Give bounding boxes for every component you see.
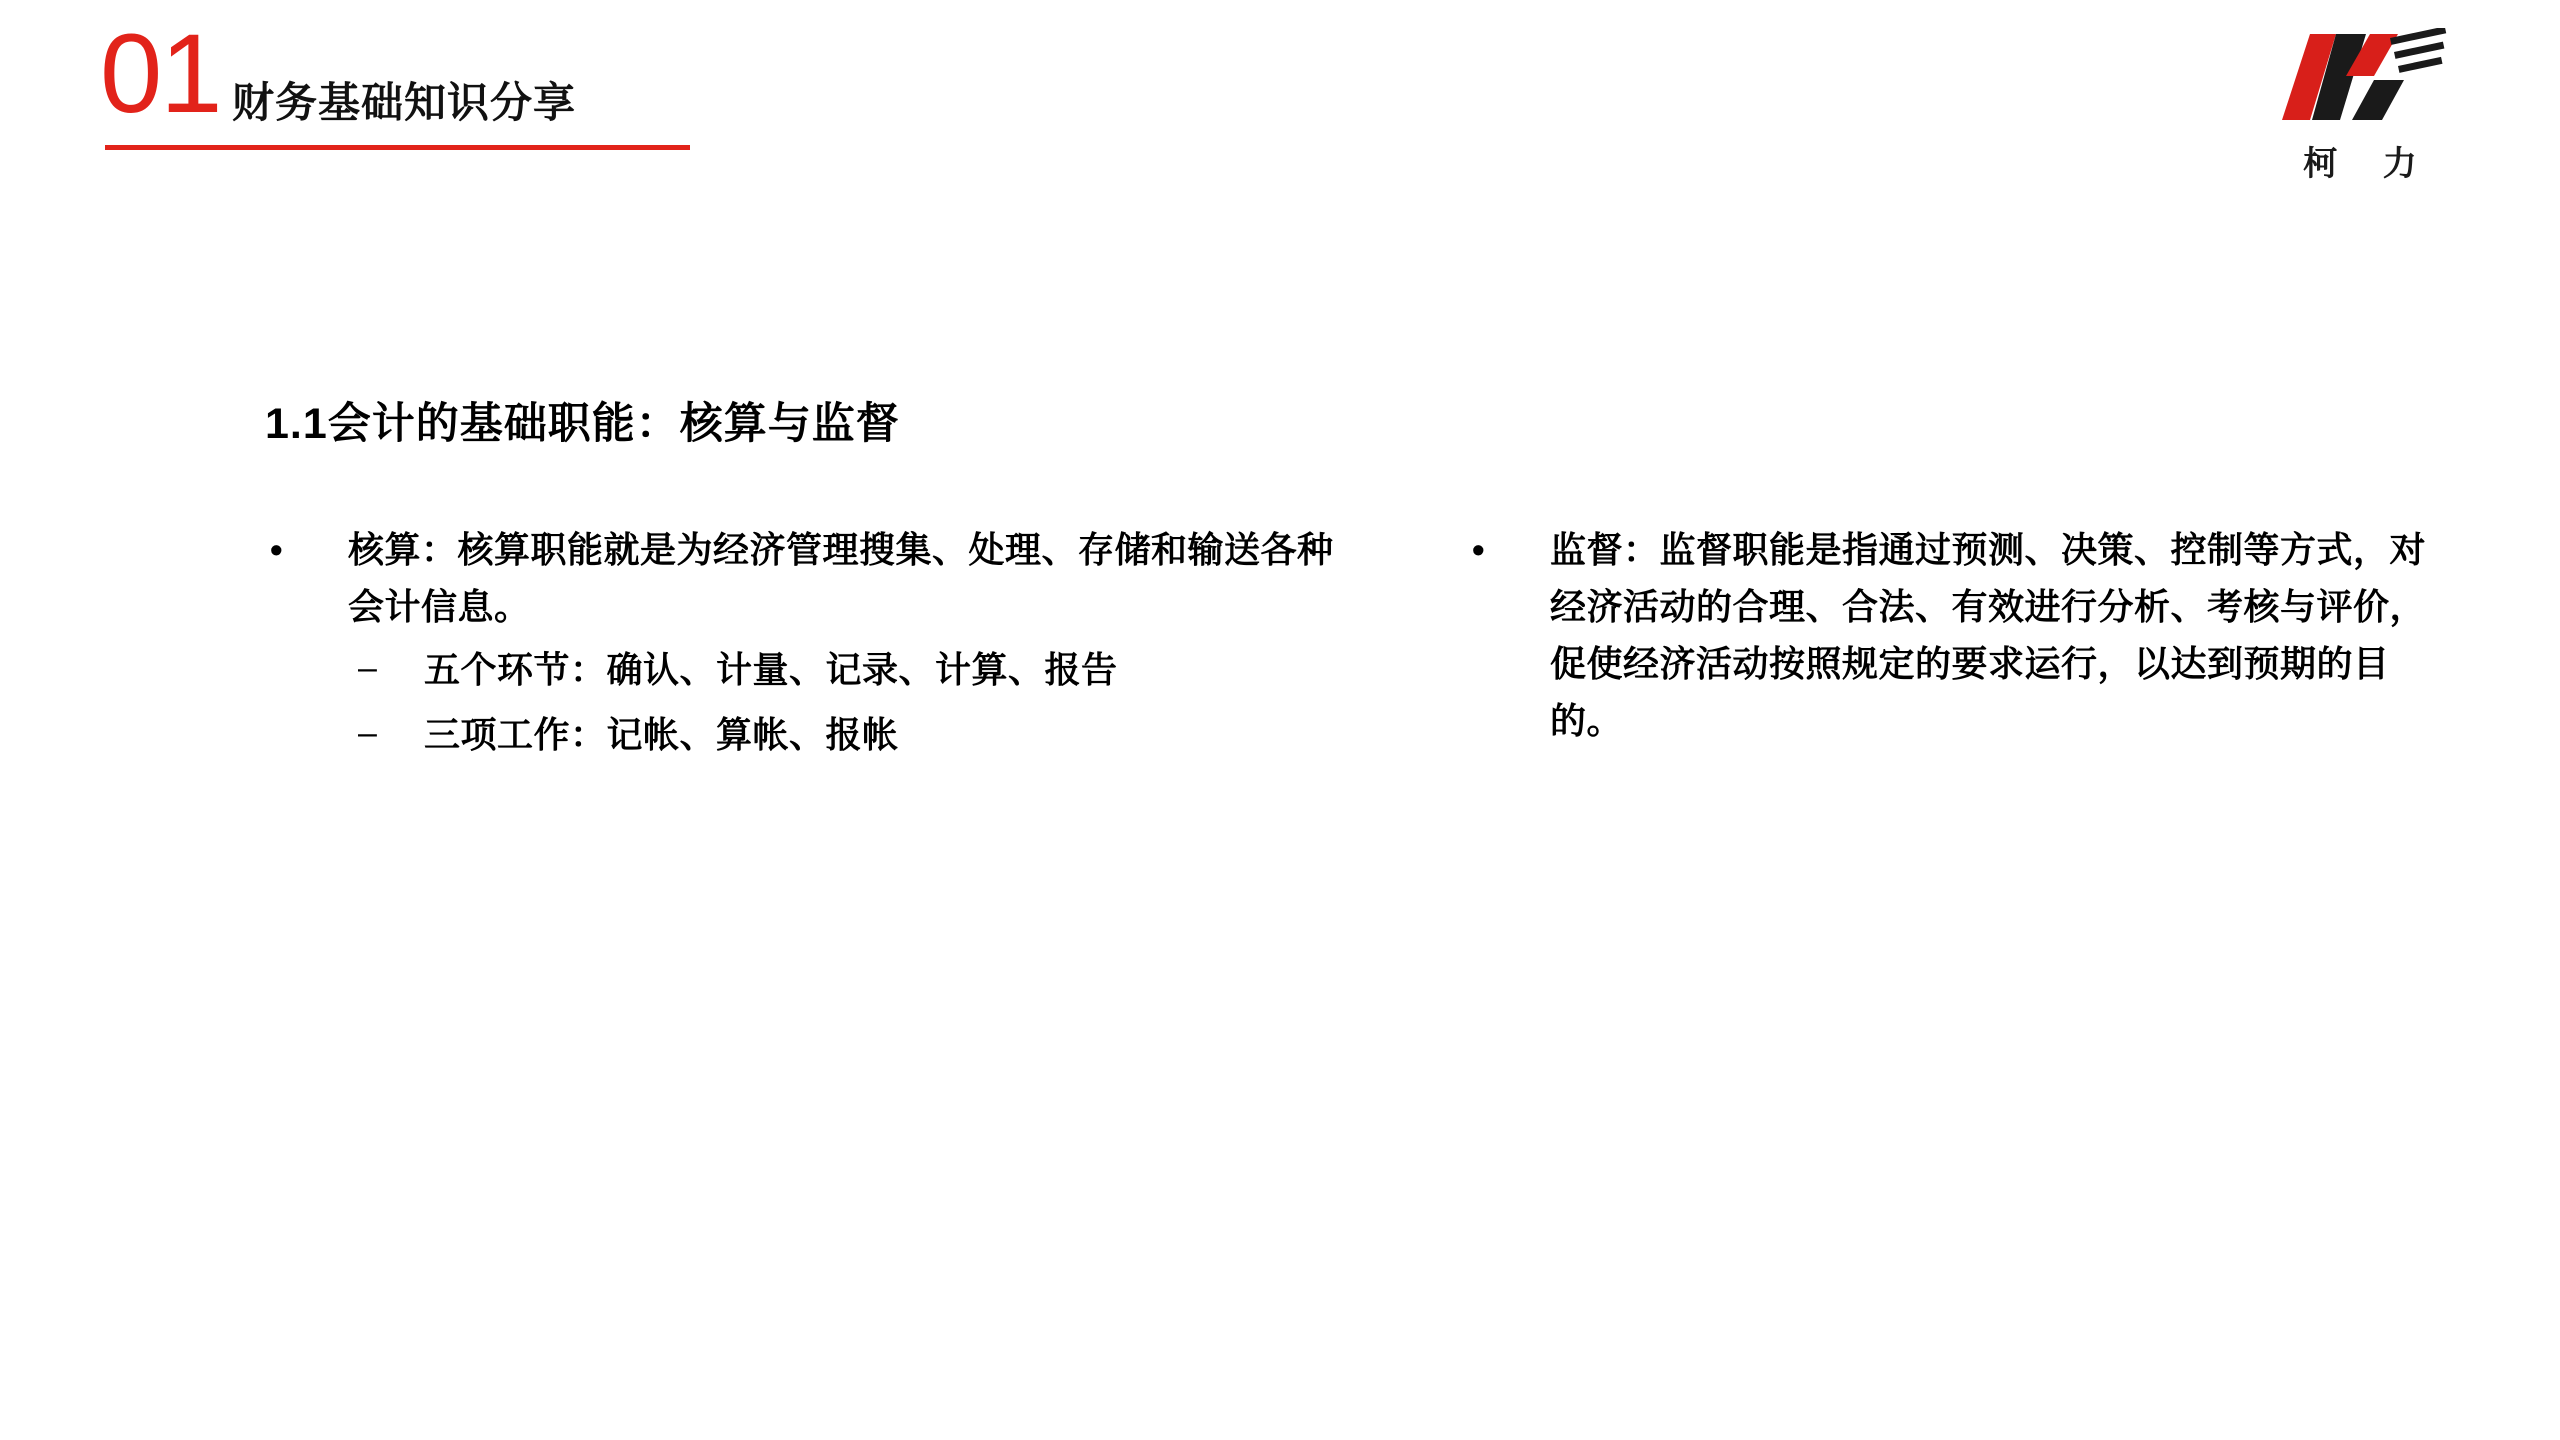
- bullet-dash-icon: –: [358, 713, 378, 752]
- bullet-text: 监督：监督职能是指通过预测、决策、控制等方式，对经济活动的合理、合法、有效进行分析、考核与评价，促使经济活动按照规定的要求运行，以达到预期的目的。: [1550, 529, 2427, 741]
- slide-subtitle: 1.1会计的基础职能：核算与监督: [265, 400, 900, 448]
- title-underline: [105, 145, 690, 150]
- list-item: [348, 642, 1338, 699]
- sub-list-left: [348, 642, 1338, 764]
- bullet-list-left: [258, 522, 1338, 764]
- sub-bullet-text: 五个环节：确认、计量、记录、计算、报告: [424, 648, 1118, 690]
- slide-header: [0, 0, 2560, 200]
- list-item: [348, 707, 1338, 764]
- page-title: 财务基础知识分享: [232, 79, 577, 126]
- content-column-right: [1460, 522, 2460, 760]
- logo-text: 柯 力: [2303, 145, 2435, 183]
- list-item: [258, 522, 1338, 764]
- keli-logo-icon: [2270, 28, 2450, 128]
- brand-logo: [2270, 28, 2450, 183]
- sub-bullet-text: 三项工作：记帐、算帐、报帐: [424, 713, 899, 755]
- bullet-dot-icon: •: [1472, 529, 1486, 570]
- bullet-dot-icon: •: [270, 529, 284, 570]
- bullet-list-right: [1460, 522, 2460, 750]
- bullet-dash-icon: –: [358, 648, 378, 687]
- content-column-left: [258, 522, 1338, 774]
- bullet-text: 核算：核算职能就是为经济管理搜集、处理、存储和输送各种会计信息。: [348, 529, 1334, 627]
- section-number: 01: [100, 11, 221, 136]
- list-item: [1460, 522, 2460, 750]
